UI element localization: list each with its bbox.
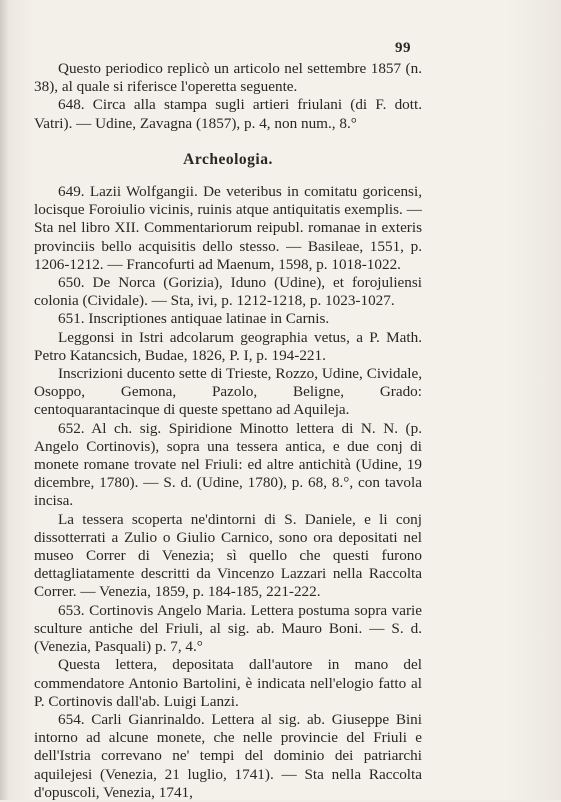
page-gutter (0, 0, 9, 800)
entry-654: 654. Carli Gianrinaldo. Lettera al sig. ab. Giuseppe Bini intorno ad alcune monete, che nelle provincie del Friuli e dell'Istria correvano ne' tempi del dominio dei patriarchi aquilejesi (Venezia, 21 luglio, 1741). — Sta nella Raccolta d'opuscoli, Venezia, 1741, (34, 710, 422, 801)
entry-648: 648. Circa alla stampa sugli artieri friulani (di F. dott. Vatri). — Udine, Zavagna (1857), p. 4, non num., 8.° (34, 96, 422, 132)
page-body (34, 60, 422, 802)
entry-652-note: La tessera scoperta ne'dintorni di S. Daniele, e li conj dissotterrati a Zulio o Giulio Carnico, sono ora depositati nel museo Correr di Venezia; sì quello che questi furono dettagliatamente descritti da Vincenzo Lazzari nella Raccolta Correr. — Venezia, 1859, p. 184-185, 221-222. (34, 510, 422, 601)
entry-653: 653. Cortinovis Angelo Maria. Lettera postuma sopra varie sculture antiche del Friuli, al sig. ab. Mauro Boni. — S. d. (Venezia, Pasquali) p. 7, 4.° (34, 601, 422, 656)
entry-651: 651. Inscriptiones antiquae latinae in Carnis. (58, 310, 330, 328)
entry-653-note: Questa lettera, depositata dall'autore in mano del commendatore Antonio Bartolini, è indicata nell'elogio fatto al P. Cortinovis dall'ab. Luigi Lanzi. (34, 656, 422, 710)
paragraph-continuation: Questo periodico replicò un articolo nel settembre 1857 (n. 38), al quale si riferisce l'operetta seguente. (34, 60, 422, 96)
entry-649: 649. Lazii Wolfgangii. De veteribus in comitatu goricensi, locisque Foroiulio vicinis, ruinis atque antiquitatis exemplis. — Sta nel libro XII. Commentariorum reipubl. romanae in exteris provinciis bello acquisitis dello stesso. — Basileae, 1551, p. 1206-1212. — Francofurti ad Maenum, 1598, p. 1018-1022. (34, 183, 422, 273)
entry-651-note-2: Inscrizioni ducento sette di Trieste, Rozzo, Udine, Cividale, Osoppo, Gemona, Pazolo, Beligne, Grado: centoquarantacinque di queste spettano ad Aquileja. (34, 365, 422, 419)
entry-651-note-1: Leggonsi in Istri adcolarum geographia vetus, a P. Math. Petro Katancsich, Budae, 1826, P. I, p. 194-221. (34, 328, 422, 364)
entry-652: 652. Al ch. sig. Spiridione Minotto lettera di N. N. (p. Angelo Cortinovis), sopra una tessera antica, e due conj di monete romane trovate nel Friuli: ed altre antichità (Udine, 19 dicembre, 1780). — S. d. (Udine, 1780), p. 68, 8.°, con tavola incisa. (34, 419, 422, 510)
entry-650: 650. De Norca (Gorizia), Iduno (Udine), et forojuliensi colonia (Cividale). — Sta, ivi, p. 1212-1218, p. 1023-1027. (34, 274, 422, 310)
section-heading: Archeologia. (183, 150, 273, 168)
page-number: 99 (395, 40, 411, 56)
